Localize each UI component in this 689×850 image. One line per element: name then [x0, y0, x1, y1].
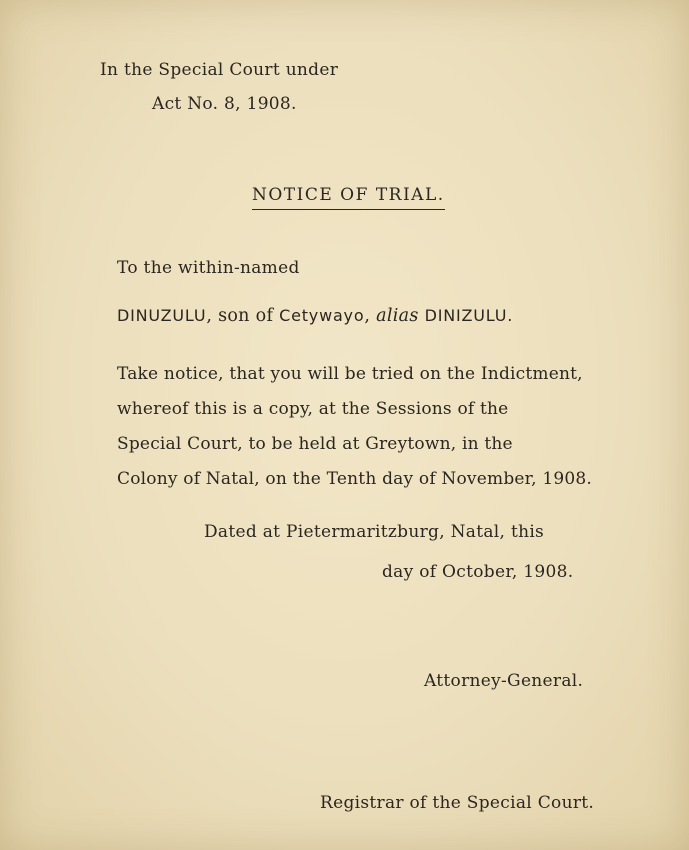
notice-body-line: Special Court, to be held at Greytown, in the — [117, 434, 513, 454]
dated-line1: Dated at Pietermaritzburg, Natal, this — [204, 522, 545, 542]
son-of-text: , son of — [206, 306, 280, 326]
alias-label: alias — [376, 306, 419, 326]
court-heading-line2: Act No. 8, 1908. — [152, 94, 297, 114]
notice-body-line: Colony of Natal, on the Tenth day of November, 1908. — [117, 469, 592, 489]
alias-name: DINIZULU. — [424, 306, 514, 325]
father-name: Cetywayo — [279, 306, 365, 325]
defendant-name: DINUZULU — [117, 306, 207, 325]
attorney-general-signature-line: Attorney-General. — [424, 671, 584, 691]
notice-body-line: Take notice, that you will be tried on the Indictment, — [117, 364, 583, 384]
registrar-signature-line: Registrar of the Special Court. — [320, 793, 595, 813]
notice-title: NOTICE OF TRIAL. — [252, 185, 445, 210]
dated-line2: day of October, 1908. — [382, 562, 574, 582]
defendant-line: DINUZULU, son of Cetywayo, alias DINIZULU. — [117, 306, 514, 326]
notice-body-line: whereof this is a copy, at the Sessions of the — [117, 399, 509, 419]
court-heading-line1: In the Special Court under — [100, 60, 339, 80]
to-line: To the within-named — [117, 258, 300, 278]
